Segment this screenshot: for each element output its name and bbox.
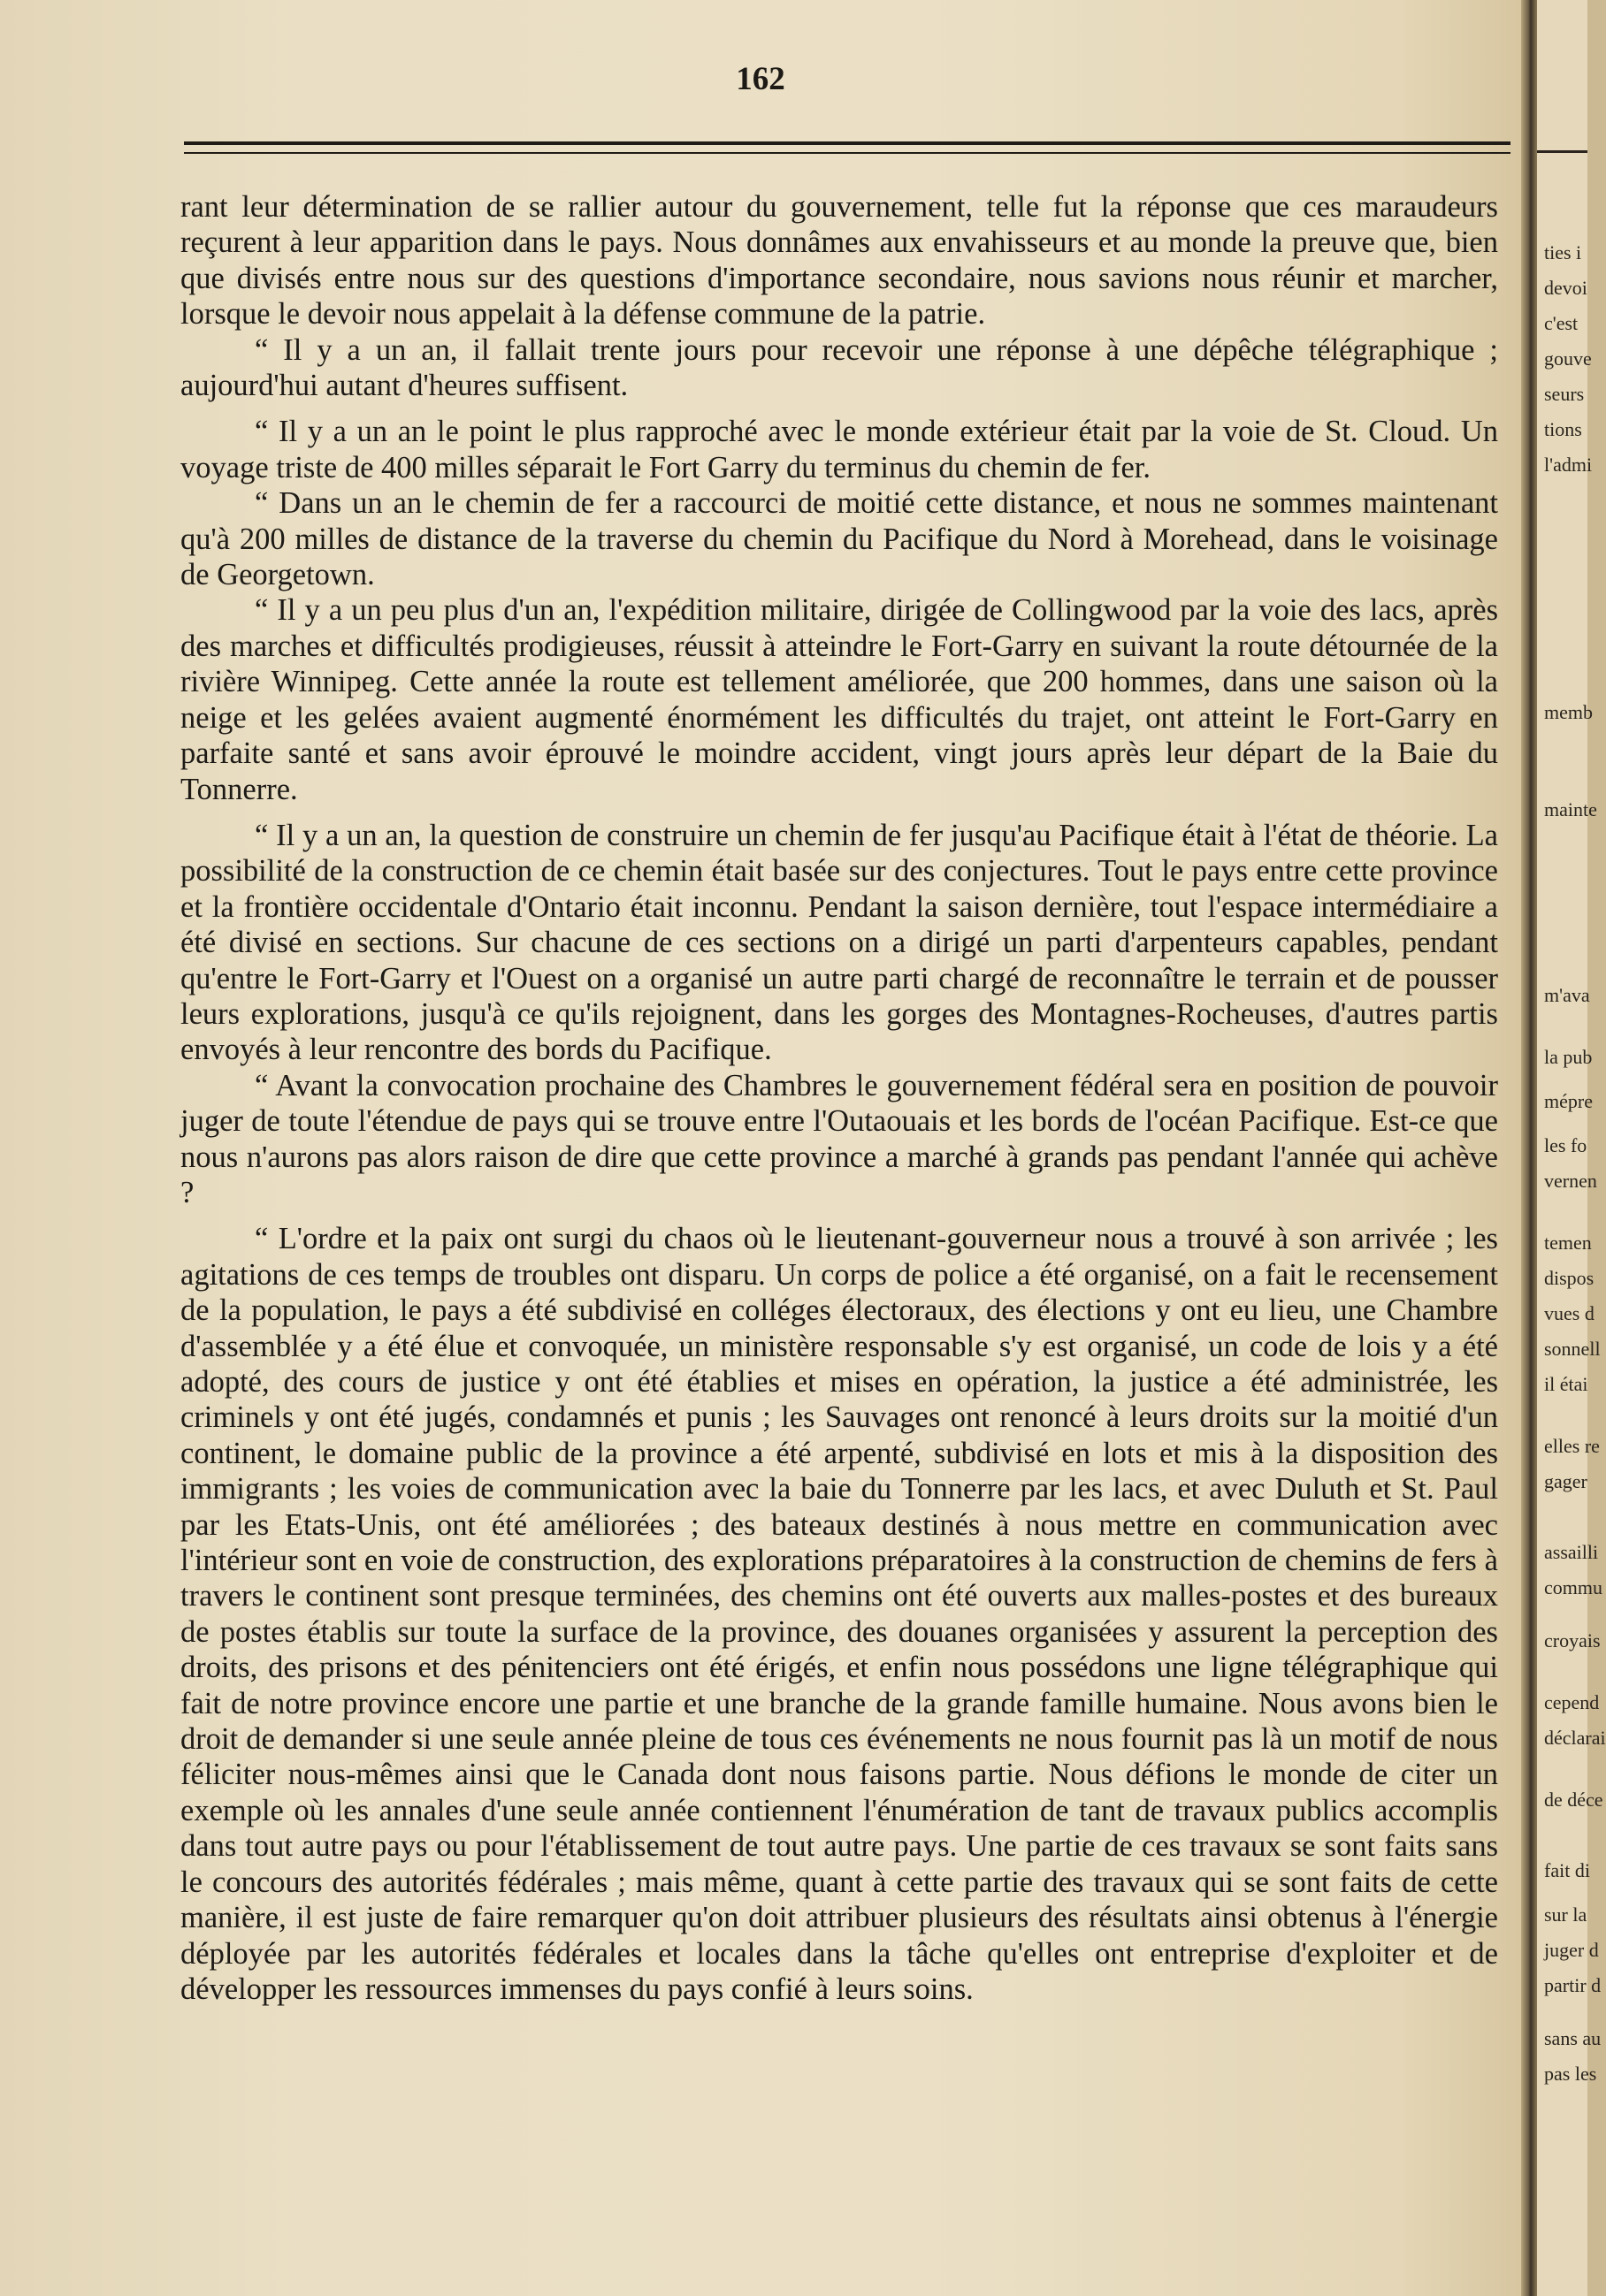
facing-page-fragment: juger d [1544,1939,1599,1961]
facing-page-fragment: vues d [1544,1302,1595,1324]
facing-page-fragment: il étai [1544,1373,1588,1395]
facing-page-fragment: temen [1544,1232,1592,1254]
facing-page-fragment: sans au [1544,2027,1602,2049]
facing-page-fragment: memb [1544,701,1593,723]
paragraph: rant leur détermination de se rallier autour du gouvernement, telle fut la réponse que ces maraudeurs reçurent à leur apparition dans le pays. Nous donnâmes aux envahisseurs et au monde la preuve que, bien que divisés entre nous sur des questions d'importance secondaire, nous savions nous réunir et marcher, lorsque le devoir nous appelait à la défense commune de la patrie. [180,190,1498,332]
paragraph: “ L'ordre et la paix ont surgi du chaos où le lieutenant-gouverneur nous a trouvé à son arrivée ; les agitations de ces temps de troubles ont disparu. Un corps de police a été organisé, on a fait le recensement de la population, le pays a été subdivisé en colléges électoraux, des élections y ont eu lieu, une Chambre d'assemblée y a été élue et convoquée, un ministère responsable s'y est organisé, un code de lois y a été adopté, des cours de justice y ont été établies et mises en opération, la justice a été administrée, les criminels y ont été jugés, condamnés et punis ; les Sauvages ont renoncé à leurs droits sur la moitié d'un continent, le domaine public de la province a été arpenté, subdivisé en lots et mis à la disposition des immigrants ; les voies de communication avec la baie du Tonnerre par les lacs, et avec Duluth et St. Paul par les Etats-Unis, ont été améliorées ; des bateaux destinés à nous mettre en communication avec l'intérieur sont en voie de construction, des explorations préparatoires à la construction de chemins de fers à travers le continent sont presque terminées, des chemins ont été ouverts aux malles-postes et des bureaux de postes établis sur toute la surface de la province, des douanes organisées y assurent la perception des droits, des prisons et des pénitenciers ont été érigés, et enfin nous possédons une ligne télégraphique qui fait de notre province encore une partie et une branche de la grande famille humaine. Nous avons bien le droit de demander si une seule année pleine de tous ces événements ne nous fournit pas là un motif de nous féliciter nous-mêmes ainsi que le Canada dont nous faisons partie. Nous défions le monde de citer un exemple où les annales d'une seule année contiennent l'énumération de tant de travaux publics accomplis dans tout autre pays ou pour l'établissement de tout autre pays. Une partie de ces travaux se sont faits sans le concours des autorités fédérales ; mais même, quant à cette partie des travaux qui se sont faits de cette manière, il est juste de faire remarquer qu'on doit attribuer plusieurs des résultats ainsi obtenus à l'énergie déployée par les autorités fédérales et locales dans la tâche qu'elles ont entreprise d'exploiter et de développer les ressources immenses du pays confié à leurs soins. [180,1222,1498,2006]
header-rule-thin [184,152,1510,154]
facing-page-fragment: gager [1544,1470,1587,1492]
facing-page-fragment: dispos [1544,1267,1595,1289]
facing-page-fragment: sonnell [1544,1338,1601,1360]
facing-page-fragment: commu [1544,1576,1602,1598]
paragraph: “ Dans un an le chemin de fer a raccourci de moitié cette distance, et nous ne sommes maintenant qu'à 200 milles de distance de la traverse du chemin du Pacifique du Nord à Morehead, dans le voisinage de Georgetown. [180,486,1498,592]
body-text [180,189,1498,2007]
facing-page-fragment: partir d [1544,1974,1602,1996]
facing-page-fragment: c'est [1544,312,1579,334]
facing-page-fragment: les fo [1544,1134,1587,1156]
facing-page-fragment: assailli [1544,1541,1599,1563]
book-gutter [1521,0,1537,2296]
header-rule-thick [184,141,1510,145]
facing-page-fragment: déclarai [1544,1727,1606,1749]
facing-page-fragment: l'admi [1544,454,1593,476]
facing-page-fragment: pas les [1544,2063,1597,2085]
facing-page-fragment: gouve [1544,347,1592,370]
facing-page-fragment: devoi [1544,277,1587,299]
facing-page-rule [1537,150,1587,153]
facing-page-fragment: sur la [1544,1903,1587,1926]
paragraph: “ Il y a un an, la question de construire un chemin de fer jusqu'au Pacifique était à l'état de théorie. La possibilité de la construction de ce chemin était basée sur des conjectures. Tout le pays entre cette province et la frontière occidentale d'Ontario était inconnu. Pendant la saison dernière, tout l'espace intermédiaire a été divisé en sections. Sur chacune de ces sections on a dirigé un parti d'arpenteurs capables, pendant qu'entre le Fort-Garry et l'Ouest on a organisé un autre parti chargé de reconnaître le terrain et de pousser leurs explorations, jusqu'à ce qu'ils rejoignent, dans les gorges des Montagnes-Rocheuses, d'autres partis envoyés à leur rencontre des bords du Pacifique. [180,818,1498,1067]
paragraph: “ Avant la convocation prochaine des Chambres le gouvernement fédéral sera en position de pouvoir juger de toute l'étendue de pays qui se trouve entre l'Outaouais et les bords de l'océan Pacifique. Est-ce que nous n'aurons pas alors raison de dire que cette province a marché à grands pas pendant l'année qui achève ? [180,1068,1498,1209]
facing-page-edge [1537,0,1606,2296]
facing-page-fragment: croyais [1544,1629,1601,1651]
page-number: 162 [736,61,785,97]
facing-page-fragment: de déce [1544,1789,1603,1811]
facing-page-fragment: m'ava [1544,984,1590,1006]
facing-page-fragment: la pub [1544,1046,1593,1068]
facing-page-fragment: elles re [1544,1435,1600,1457]
paragraph: “ Il y a un peu plus d'un an, l'expédition militaire, dirigée de Collingwood par la voie des lacs, après des marches et difficultés prodigieuses, réussit à atteindre le Fort-Garry en suivant la route détournée de la rivière Winnipeg. Cette année la route est tellement améliorée, que 200 hommes, dans une saison où la neige et les gelées avaient augmenté énormément les difficultés du trajet, ont atteint le Fort-Garry en parfaite santé et sans avoir éprouvé le moindre accident, vingt jours après leur départ de la Baie du Tonnerre. [180,593,1498,806]
facing-page-fragment: tions [1544,418,1582,440]
facing-page-fragment: cepend [1544,1691,1600,1713]
facing-page-fragment: mainte [1544,798,1597,820]
paragraph: “ Il y a un an le point le plus rapproché avec le monde extérieur était par la voie de St. Cloud. Un voyage triste de 400 milles séparait le Fort Garry du terminus du chemin de fer. [180,415,1498,484]
facing-page-fragment: seurs [1544,383,1585,405]
facing-page-fragment: vernen [1544,1170,1597,1192]
facing-page-fragment: ties i [1544,241,1582,263]
paragraph: “ Il y a un an, il fallait trente jours pour recevoir une réponse à une dépêche télégraphique ; aujourd'hui autant d'heures suffisent. [180,332,1498,403]
facing-page-fragment: mépre [1544,1090,1593,1112]
facing-page-fragment: fait di [1544,1859,1590,1881]
